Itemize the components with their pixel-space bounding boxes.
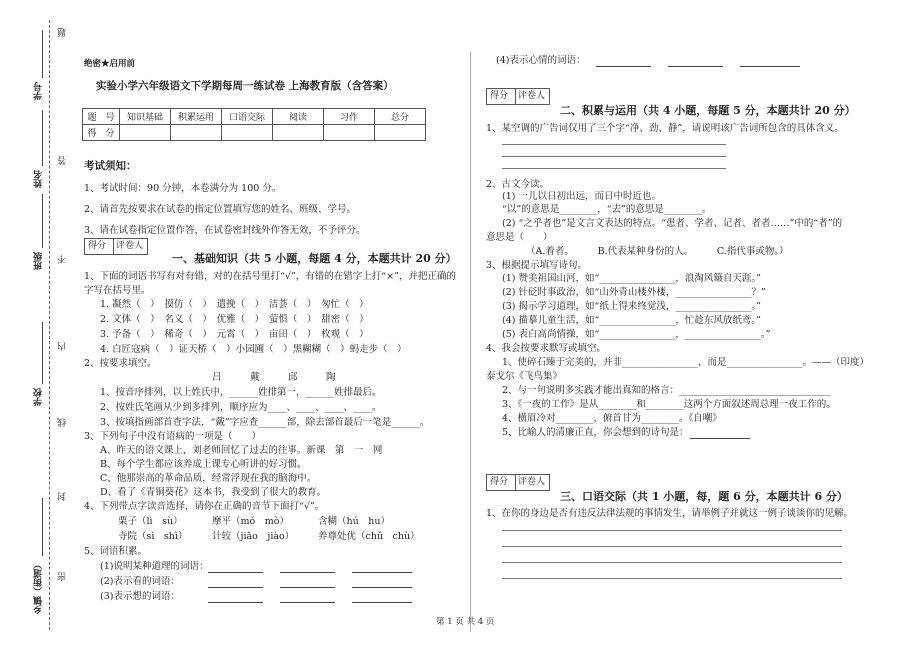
table-cell: 总分 [375, 109, 426, 125]
seal-mark: 不 [58, 255, 68, 264]
grader-label: 评卷人 [518, 477, 546, 487]
column-divider [470, 52, 471, 632]
question-text: 1、下面的词语书写有对有错，对的在括号里打“√”，有错的在错字上打“×”，并把正确的 [84, 271, 456, 282]
grader-box [486, 474, 550, 491]
binding-line [49, 20, 50, 630]
grader-box [84, 238, 148, 255]
answer-blank[interactable] [208, 572, 263, 573]
grader-label: 评卷人 [518, 91, 546, 101]
answer-blank[interactable] [208, 587, 263, 588]
seal-mark: 线 [58, 418, 68, 427]
score-cell[interactable] [222, 125, 273, 141]
page-title: 实验小学六年级语文下学期每周一练试卷 上海教育版（含答案） [96, 80, 394, 92]
question-row: (2) “之乎者也”是文言文表达的特点。“患者、学者、记者、者者……”中的“者”的 [502, 218, 843, 229]
option-row: C、他那崇高的革命品质，经常浮现在我的脑海中。 [100, 473, 317, 484]
answer-line[interactable] [502, 156, 726, 157]
option-row: （A.着者。 B.代表某种身份的人。 C.指代事或物。） [526, 246, 789, 257]
question-text: 3、根据提示填写诗句。 [486, 260, 588, 271]
pinyin-choice: 栗子（lì sù） [118, 516, 183, 527]
question-row: (2) 针砭时事政治，如“山外青山楼外楼，________________？” [502, 287, 766, 298]
question-row: 意思是（ ） [486, 232, 553, 243]
score-label: 得分 [88, 241, 107, 251]
score-cell[interactable] [171, 125, 222, 141]
pinyin-choice: 计较（jiǎo jiào） [212, 531, 295, 542]
pinyin-choice: 养尊处优（chǔ chù） [318, 531, 420, 542]
answer-blank[interactable] [208, 602, 263, 603]
notice-title: 考试须知： [84, 160, 137, 172]
pinyin-choice: 摩平（mó mò） [212, 516, 289, 527]
question-row: 4. 白匠寇病（ ）证天桥（ ）小园圃（ ）黑糊糊（ ）蚂走步（ ） [100, 344, 407, 355]
question-row: (2)表示看的词语： [100, 576, 180, 587]
score-table-score-row [83, 125, 426, 141]
table-cell: 积累运用 [171, 109, 222, 125]
notice-item: 2、请首先按要求在试卷的指定位置填写您的姓名、班级、学号。 [84, 204, 357, 215]
question-row: 3. 予备（ ） 稀奇（ ） 元霄（ ） 亩田（ ） 枚观（ ） [100, 329, 369, 340]
secret-mark: 绝密★启用前 [84, 59, 136, 69]
question-row: (3)表示想的词语： [100, 591, 180, 602]
seal-mark: 密 [58, 572, 68, 581]
question-row: (1)说明某种道理的词语： [100, 561, 209, 572]
score-label: 得分 [490, 91, 509, 101]
answer-line[interactable] [502, 562, 842, 563]
table-cell: 知识基础 [120, 109, 171, 125]
notice-item: 1、考试时间：90 分钟，本卷满分为 100 分。 [84, 183, 282, 194]
question-row: 1、使碎石臻于完美的，并非________________，而是________________。——（印度） [502, 357, 870, 368]
question-text: 1、在你的身边是否有违反法律法规的事情发生，请举例子并就这一例子谈谈你的见解。 [486, 508, 854, 519]
pinyin-choice: 含糊（hú hu） [318, 516, 390, 527]
section1-title: 一、基础知识（共 5 小题，每题 4 分，本题共计 20 分） [172, 252, 457, 265]
pinyin-choice: 寺院（sì shì） [118, 531, 188, 542]
school-label: 学校 [34, 388, 44, 406]
township-label: 乡镇（街道） [34, 560, 44, 614]
score-table [82, 108, 426, 141]
answer-blank[interactable] [352, 587, 412, 588]
option-row: A、昨天的语文课上，刘老师回忆了过去的往事。新课 第 一 网 [100, 445, 383, 456]
question-text: 2、按要求填空。 [84, 358, 157, 369]
seal-mark: 封 [58, 492, 68, 501]
surname-chars: 吕 戴 邱 陶 [212, 372, 336, 383]
notice-item: 3、请在试卷指定位置作答，在试卷密封线外作答无效，不予评分。 [84, 225, 366, 236]
score-table-header-row [83, 109, 426, 125]
answer-blank[interactable] [690, 438, 750, 439]
question-row: 4、横眉冷对________，俯首甘为________。《自嘲》 [502, 413, 722, 424]
question-text: 5、词语积累。 [84, 546, 148, 557]
answer-blank[interactable] [596, 66, 651, 67]
question-text: 4、我会按要求默写或填空。 [486, 343, 607, 354]
score-cell[interactable] [273, 125, 324, 141]
table-cell: 阅读 [273, 109, 324, 125]
question-text: 字写在括号里。 [84, 285, 151, 296]
question-row: (4) 描摹儿童生活，如“________________，忙趁东风放纸鸢。” [502, 315, 761, 326]
answer-blank[interactable] [668, 66, 723, 67]
seal-mark: 答 [58, 156, 68, 165]
question-row: 1. 凝然（ ） 摸仿（ ） 遣挽（ ） 洁荟（ ） 匆忙（ ） [100, 299, 369, 310]
name-field[interactable] [42, 110, 43, 166]
question-row: (3) 揭示学习道理，如“纸上得来终觉浅，________________。” [502, 301, 761, 312]
answer-line[interactable] [502, 168, 726, 169]
answer-blank[interactable] [352, 572, 412, 573]
question-row: (4)表示心情的词语： [496, 55, 586, 66]
student-number-field[interactable] [42, 30, 43, 78]
township-field[interactable] [42, 498, 43, 556]
question-row: 3、按填指画部首查字法，“戴”字应查______部，除去部首最后一笔是______。 [100, 417, 430, 428]
option-row: D、看了《青铜葵花》这本书，我受到了很大的教育。 [100, 487, 327, 498]
class-field[interactable] [42, 194, 43, 248]
question-row: 3、《一夜的工作》是从________和________这两个方面叙述周总理一夜工作的。 [502, 399, 836, 410]
question-row: 2. 文体（ ） 名义（ ） 优雅（ ） 萤惧（ ） 甜密（ ） [100, 314, 369, 325]
question-row: “以”的意思是________，“去”的意思是________。 [502, 204, 712, 215]
answer-blank[interactable] [280, 572, 335, 573]
question-text: 4、下列带点字读音选择，请你在正确的音节下面打“√”。 [84, 501, 325, 512]
score-cell[interactable] [375, 125, 426, 141]
score-cell[interactable] [120, 125, 171, 141]
table-cell: 口语交际 [222, 109, 273, 125]
question-row: 2、按姓氏笔画从少到多排列，顺序应为____、____、____、____。 [100, 402, 382, 413]
grader-label: 评卷人 [116, 241, 144, 251]
question-text: 1、某空调的广告词仅用了三个字“净、劲、静”，请说明该广告词所包含的具体含义。 [486, 123, 844, 134]
answer-blank[interactable] [740, 66, 800, 67]
student-number-label: 学号 [34, 82, 44, 100]
option-row: B、每个学生都应该养成上课专心听讲的好习惯。 [100, 459, 307, 470]
question-row: 2、与一句说明多实践才能出真知的格言：________________________________ [502, 385, 832, 396]
question-row: 泰戈尔《飞鸟集》 [486, 371, 563, 382]
score-cell[interactable] [324, 125, 375, 141]
question-text: 3、下列句子中没有语病的一项是（ ） [84, 431, 262, 442]
question-text: 2、古文今读。 [486, 179, 550, 190]
table-cell: 得 分 [83, 125, 120, 141]
answer-line[interactable] [502, 144, 726, 145]
question-row: 1、按音序排列，以上姓氏中，______姓排第一，______姓排最后。 [100, 387, 382, 398]
answer-blank[interactable] [280, 602, 335, 603]
question-row: (5) 表白高尚情操，如“________________，________________。” [502, 329, 771, 340]
side-top-label: 题 [58, 28, 68, 37]
answer-blank[interactable] [280, 587, 335, 588]
section3-title: 三、口语交际（共 1 小题，每，题 6 分，本题共计 6 分） [560, 490, 848, 503]
question-row: 5、比喻人的清廉正直，你会想到的诗句是： [502, 427, 689, 438]
name-label: 姓名 [34, 170, 44, 188]
section2-title: 二、积累与运用（共 4 小题，每题 5 分，本题共计 20 分） [560, 104, 856, 117]
table-cell: 习作 [324, 109, 375, 125]
seal-mark: 内 [58, 342, 68, 351]
answer-line[interactable] [502, 578, 842, 579]
answer-line[interactable] [502, 546, 842, 547]
answer-line[interactable] [502, 530, 842, 531]
question-row: (1) 一儿以日初出远，而日中时近也。 [502, 191, 661, 202]
question-row: (1) 赞美祖国山河，如“________________，浪淘风簸自天涯。” [502, 273, 761, 284]
grader-box [486, 88, 550, 105]
answer-blank[interactable] [352, 602, 412, 603]
page-footer: 第 1 页 共 4 页 [436, 617, 495, 627]
score-label: 得分 [490, 477, 509, 487]
class-label: 班级 [34, 252, 44, 270]
table-cell: 题 号 [83, 109, 120, 125]
school-field[interactable] [42, 322, 43, 384]
